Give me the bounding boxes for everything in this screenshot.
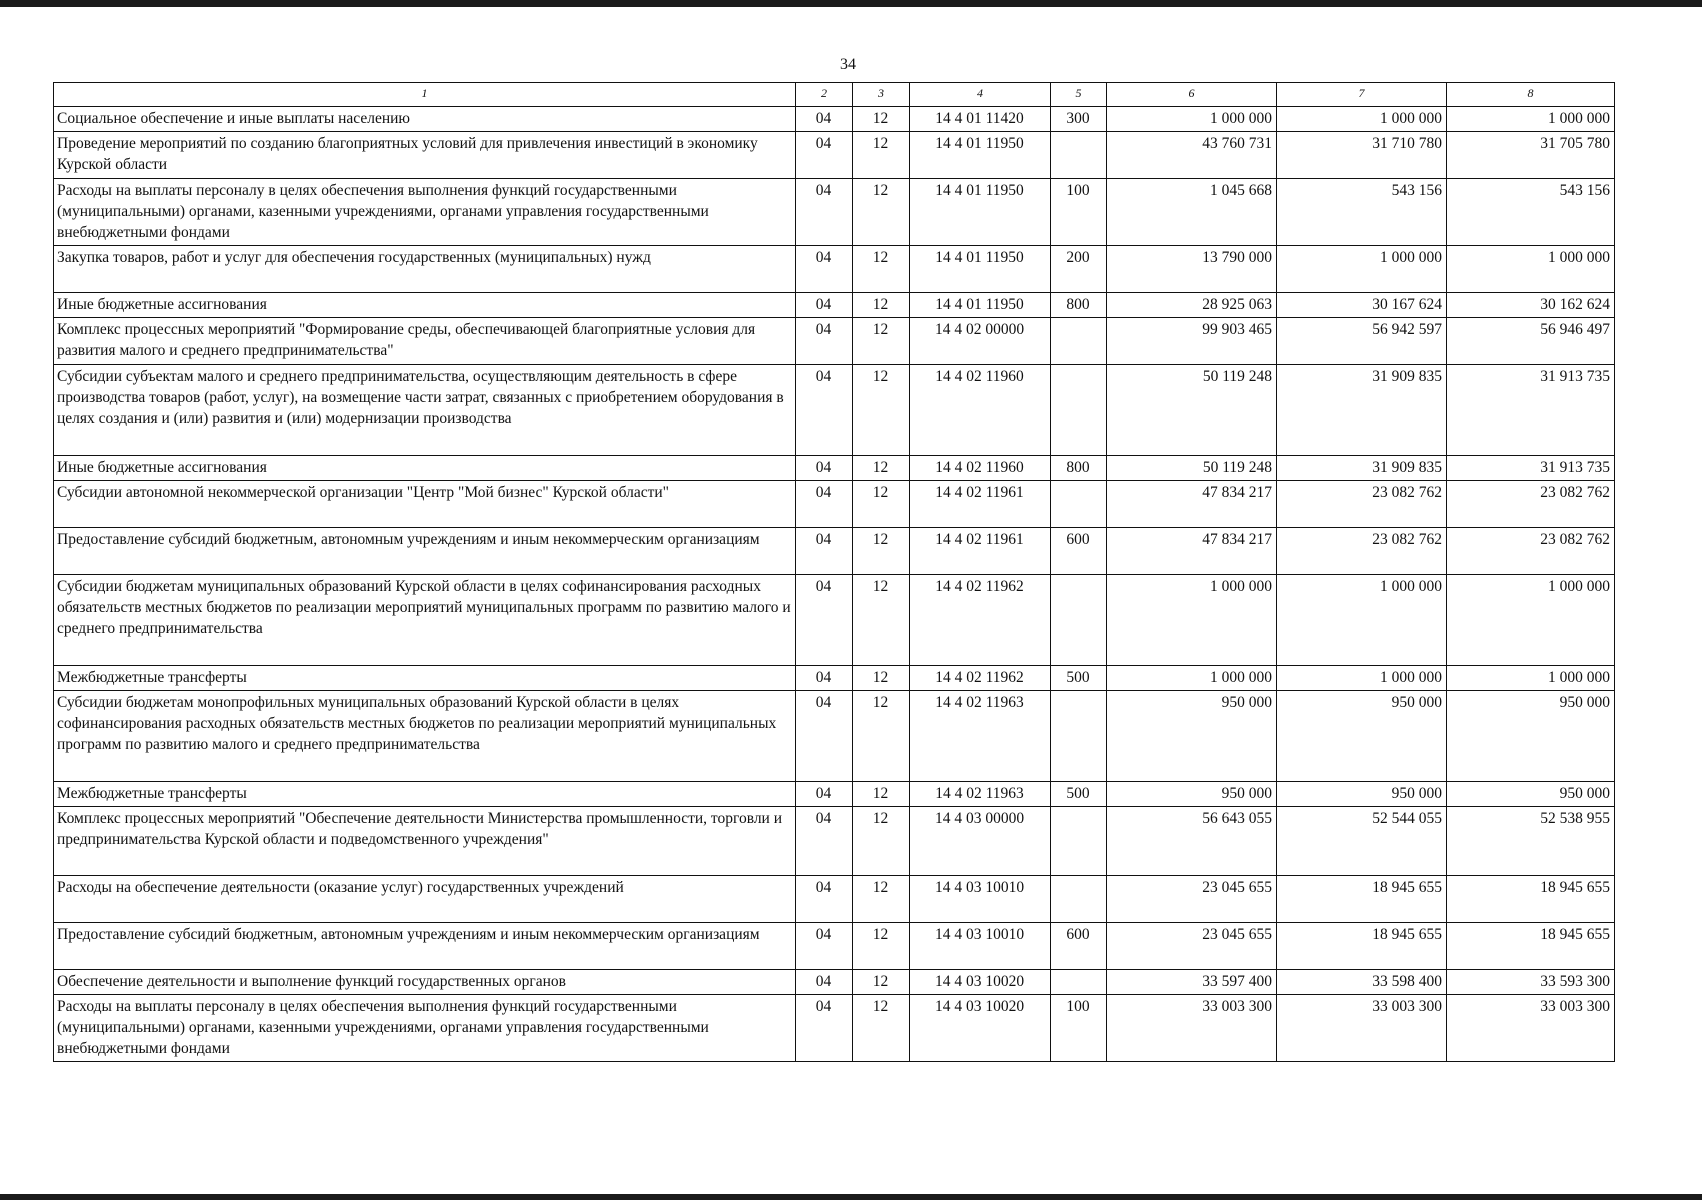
amount-col8-cell: 52 538 955	[1447, 807, 1615, 876]
table-row	[54, 666, 1615, 691]
amount-col8-cell: 33 003 300	[1447, 995, 1615, 1062]
section-code-cell: 04	[796, 132, 853, 179]
amount-col6-cell: 950 000	[1107, 691, 1277, 782]
amount-col6-cell: 33 597 400	[1107, 970, 1277, 995]
section-code-cell: 04	[796, 365, 853, 456]
section-code-cell: 04	[796, 923, 853, 970]
amount-col8-cell: 30 162 624	[1447, 293, 1615, 318]
row-name-cell: Закупка товаров, работ и услуг для обеспечения государственных (муниципальных) нужд	[54, 246, 796, 293]
row-name-cell: Расходы на выплаты персоналу в целях обеспечения выполнения функций государственными (муниципальными) органами, казенными учреждениями, органами управления государственными внебюджетными фондами	[54, 995, 796, 1062]
amount-col7-cell: 1 000 000	[1277, 575, 1447, 666]
target-item-code-cell: 14 4 02 11963	[910, 782, 1051, 807]
target-item-code-cell: 14 4 02 11960	[910, 456, 1051, 481]
section-code-cell: 04	[796, 107, 853, 132]
row-name-cell: Иные бюджетные ассигнования	[54, 293, 796, 318]
amount-col6-cell: 13 790 000	[1107, 246, 1277, 293]
expense-type-code-cell	[1051, 132, 1107, 179]
amount-col8-cell: 31 913 735	[1447, 365, 1615, 456]
expense-type-code-cell: 600	[1051, 923, 1107, 970]
target-item-code-cell: 14 4 02 11962	[910, 575, 1051, 666]
amount-col7-cell: 1 000 000	[1277, 107, 1447, 132]
amount-col7-cell: 23 082 762	[1277, 481, 1447, 528]
amount-col7-cell: 56 942 597	[1277, 318, 1447, 365]
subsection-code-cell: 12	[853, 132, 910, 179]
amount-col8-cell: 18 945 655	[1447, 876, 1615, 923]
target-item-code-cell: 14 4 03 10020	[910, 995, 1051, 1062]
expense-type-code-cell	[1051, 807, 1107, 876]
amount-col7-cell: 543 156	[1277, 179, 1447, 246]
subsection-code-cell: 12	[853, 179, 910, 246]
amount-col6-cell: 99 903 465	[1107, 318, 1277, 365]
column-number-row	[54, 83, 1615, 107]
target-item-code-cell: 14 4 02 11962	[910, 666, 1051, 691]
expense-type-code-cell: 500	[1051, 782, 1107, 807]
subsection-code-cell: 12	[853, 365, 910, 456]
expense-type-code-cell: 500	[1051, 666, 1107, 691]
target-item-code-cell: 14 4 02 11961	[910, 481, 1051, 528]
subsection-code-cell: 12	[853, 876, 910, 923]
row-name-cell: Межбюджетные трансферты	[54, 782, 796, 807]
table-row	[54, 691, 1615, 782]
expense-type-code-cell	[1051, 318, 1107, 365]
table-row	[54, 293, 1615, 318]
amount-col8-cell: 33 593 300	[1447, 970, 1615, 995]
subsection-code-cell: 12	[853, 528, 910, 575]
section-code-cell: 04	[796, 970, 853, 995]
amount-col6-cell: 1 000 000	[1107, 666, 1277, 691]
subsection-code-cell: 12	[853, 995, 910, 1062]
row-name-cell: Расходы на обеспечение деятельности (оказание услуг) государственных учреждений	[54, 876, 796, 923]
row-name-cell: Проведение мероприятий по созданию благоприятных условий для привлечения инвестиций в экономику Курской области	[54, 132, 796, 179]
amount-col7-cell: 31 710 780	[1277, 132, 1447, 179]
expense-type-code-cell	[1051, 876, 1107, 923]
section-code-cell: 04	[796, 666, 853, 691]
table-row	[54, 132, 1615, 179]
amount-col6-cell: 33 003 300	[1107, 995, 1277, 1062]
amount-col6-cell: 28 925 063	[1107, 293, 1277, 318]
row-name-cell: Комплекс процессных мероприятий "Формирование среды, обеспечивающей благоприятные условия для развития малого и среднего предпринимательства"	[54, 318, 796, 365]
scan-border-bottom	[0, 1194, 1702, 1200]
expense-type-code-cell	[1051, 481, 1107, 528]
subsection-code-cell: 12	[853, 481, 910, 528]
amount-col8-cell: 950 000	[1447, 691, 1615, 782]
table-row	[54, 970, 1615, 995]
column-number: 3	[853, 83, 910, 107]
target-item-code-cell: 14 4 02 11963	[910, 691, 1051, 782]
section-code-cell: 04	[796, 528, 853, 575]
subsection-code-cell: 12	[853, 666, 910, 691]
subsection-code-cell: 12	[853, 107, 910, 132]
amount-col8-cell: 1 000 000	[1447, 107, 1615, 132]
row-name-cell: Субсидии субъектам малого и среднего предпринимательства, осуществляющим деятельность в сфере производства товаров (работ, услуг), на возмещение части затрат, связанных с приобретением оборудования в целях создания и (или) развития и (или) модернизации производства	[54, 365, 796, 456]
amount-col8-cell: 543 156	[1447, 179, 1615, 246]
amount-col7-cell: 18 945 655	[1277, 876, 1447, 923]
amount-col8-cell: 56 946 497	[1447, 318, 1615, 365]
amount-col7-cell: 52 544 055	[1277, 807, 1447, 876]
subsection-code-cell: 12	[853, 970, 910, 995]
section-code-cell: 04	[796, 575, 853, 666]
target-item-code-cell: 14 4 03 10010	[910, 876, 1051, 923]
amount-col6-cell: 950 000	[1107, 782, 1277, 807]
subsection-code-cell: 12	[853, 691, 910, 782]
subsection-code-cell: 12	[853, 782, 910, 807]
subsection-code-cell: 12	[853, 246, 910, 293]
amount-col8-cell: 1 000 000	[1447, 666, 1615, 691]
target-item-code-cell: 14 4 01 11950	[910, 132, 1051, 179]
amount-col7-cell: 31 909 835	[1277, 365, 1447, 456]
target-item-code-cell: 14 4 03 10010	[910, 923, 1051, 970]
section-code-cell: 04	[796, 876, 853, 923]
section-code-cell: 04	[796, 456, 853, 481]
expense-type-code-cell	[1051, 970, 1107, 995]
amount-col7-cell: 950 000	[1277, 782, 1447, 807]
amount-col7-cell: 30 167 624	[1277, 293, 1447, 318]
subsection-code-cell: 12	[853, 923, 910, 970]
amount-col7-cell: 33 003 300	[1277, 995, 1447, 1062]
row-name-cell: Социальное обеспечение и иные выплаты населению	[54, 107, 796, 132]
subsection-code-cell: 12	[853, 456, 910, 481]
section-code-cell: 04	[796, 807, 853, 876]
row-name-cell: Предоставление субсидий бюджетным, автономным учреждениям и иным некоммерческим организациям	[54, 528, 796, 575]
amount-col8-cell: 1 000 000	[1447, 575, 1615, 666]
expense-type-code-cell: 200	[1051, 246, 1107, 293]
target-item-code-cell: 14 4 01 11950	[910, 293, 1051, 318]
section-code-cell: 04	[796, 293, 853, 318]
column-number: 8	[1447, 83, 1615, 107]
expense-type-code-cell: 600	[1051, 528, 1107, 575]
amount-col7-cell: 23 082 762	[1277, 528, 1447, 575]
table-row	[54, 923, 1615, 970]
amount-col6-cell: 1 000 000	[1107, 575, 1277, 666]
section-code-cell: 04	[796, 179, 853, 246]
section-code-cell: 04	[796, 691, 853, 782]
table-row	[54, 107, 1615, 132]
table-row	[54, 365, 1615, 456]
section-code-cell: 04	[796, 782, 853, 807]
expense-type-code-cell: 100	[1051, 995, 1107, 1062]
expense-type-code-cell: 800	[1051, 456, 1107, 481]
section-code-cell: 04	[796, 246, 853, 293]
column-number: 2	[796, 83, 853, 107]
row-name-cell: Предоставление субсидий бюджетным, автономным учреждениям и иным некоммерческим организациям	[54, 923, 796, 970]
target-item-code-cell: 14 4 03 00000	[910, 807, 1051, 876]
subsection-code-cell: 12	[853, 575, 910, 666]
column-number: 6	[1107, 83, 1277, 107]
amount-col6-cell: 1 000 000	[1107, 107, 1277, 132]
subsection-code-cell: 12	[853, 807, 910, 876]
expense-type-code-cell: 800	[1051, 293, 1107, 318]
target-item-code-cell: 14 4 01 11420	[910, 107, 1051, 132]
table-row	[54, 807, 1615, 876]
expense-type-code-cell: 100	[1051, 179, 1107, 246]
table-row	[54, 782, 1615, 807]
column-number: 4	[910, 83, 1051, 107]
amount-col8-cell: 18 945 655	[1447, 923, 1615, 970]
amount-col7-cell: 950 000	[1277, 691, 1447, 782]
amount-col7-cell: 1 000 000	[1277, 246, 1447, 293]
amount-col6-cell: 50 119 248	[1107, 456, 1277, 481]
table-row	[54, 318, 1615, 365]
target-item-code-cell: 14 4 01 11950	[910, 246, 1051, 293]
amount-col8-cell: 23 082 762	[1447, 528, 1615, 575]
page-number: 34	[840, 56, 856, 73]
section-code-cell: 04	[796, 995, 853, 1062]
table-row	[54, 481, 1615, 528]
amount-col6-cell: 23 045 655	[1107, 876, 1277, 923]
row-name-cell: Расходы на выплаты персоналу в целях обеспечения выполнения функций государственными (муниципальными) органами, казенными учреждениями, органами управления государственными внебюджетными фондами	[54, 179, 796, 246]
amount-col7-cell: 18 945 655	[1277, 923, 1447, 970]
amount-col8-cell: 23 082 762	[1447, 481, 1615, 528]
scan-border-top	[0, 0, 1702, 7]
row-name-cell: Межбюджетные трансферты	[54, 666, 796, 691]
table-row	[54, 995, 1615, 1062]
target-item-code-cell: 14 4 01 11950	[910, 179, 1051, 246]
column-number: 7	[1277, 83, 1447, 107]
expense-type-code-cell	[1051, 365, 1107, 456]
column-number: 1	[54, 83, 796, 107]
table-row	[54, 456, 1615, 481]
row-name-cell: Субсидии бюджетам муниципальных образований Курской области в целях софинансирования расходных обязательств местных бюджетов по реализации мероприятий муниципальных программ по развитию малого и среднего предпринимательства	[54, 575, 796, 666]
expense-type-code-cell	[1051, 575, 1107, 666]
amount-col8-cell: 950 000	[1447, 782, 1615, 807]
table-row	[54, 575, 1615, 666]
target-item-code-cell: 14 4 02 11960	[910, 365, 1051, 456]
row-name-cell: Комплекс процессных мероприятий "Обеспечение деятельности Министерства промышленности, торговли и предпринимательства Курской области и подведомственного учреждения"	[54, 807, 796, 876]
amount-col7-cell: 31 909 835	[1277, 456, 1447, 481]
amount-col8-cell: 31 913 735	[1447, 456, 1615, 481]
section-code-cell: 04	[796, 481, 853, 528]
row-name-cell: Иные бюджетные ассигнования	[54, 456, 796, 481]
amount-col6-cell: 1 045 668	[1107, 179, 1277, 246]
table-row	[54, 246, 1615, 293]
expense-type-code-cell	[1051, 691, 1107, 782]
amount-col6-cell: 47 834 217	[1107, 481, 1277, 528]
section-code-cell: 04	[796, 318, 853, 365]
table-row	[54, 528, 1615, 575]
amount-col8-cell: 1 000 000	[1447, 246, 1615, 293]
amount-col8-cell: 31 705 780	[1447, 132, 1615, 179]
amount-col6-cell: 47 834 217	[1107, 528, 1277, 575]
budget-table	[53, 82, 1615, 1062]
subsection-code-cell: 12	[853, 293, 910, 318]
target-item-code-cell: 14 4 02 00000	[910, 318, 1051, 365]
target-item-code-cell: 14 4 03 10020	[910, 970, 1051, 995]
table-body	[54, 83, 1615, 1062]
column-number: 5	[1051, 83, 1107, 107]
row-name-cell: Субсидии бюджетам монопрофильных муниципальных образований Курской области в целях софинансирования расходных обязательств местных бюджетов по реализации мероприятий муниципальных программ по развитию малого и среднего предпринимательства	[54, 691, 796, 782]
expense-type-code-cell: 300	[1051, 107, 1107, 132]
amount-col6-cell: 43 760 731	[1107, 132, 1277, 179]
subsection-code-cell: 12	[853, 318, 910, 365]
amount-col6-cell: 56 643 055	[1107, 807, 1277, 876]
row-name-cell: Обеспечение деятельности и выполнение функций государственных органов	[54, 970, 796, 995]
target-item-code-cell: 14 4 02 11961	[910, 528, 1051, 575]
table-row	[54, 876, 1615, 923]
amount-col6-cell: 23 045 655	[1107, 923, 1277, 970]
amount-col6-cell: 50 119 248	[1107, 365, 1277, 456]
amount-col7-cell: 33 598 400	[1277, 970, 1447, 995]
row-name-cell: Субсидии автономной некоммерческой организации "Центр "Мой бизнес" Курской области"	[54, 481, 796, 528]
table-row	[54, 179, 1615, 246]
amount-col7-cell: 1 000 000	[1277, 666, 1447, 691]
